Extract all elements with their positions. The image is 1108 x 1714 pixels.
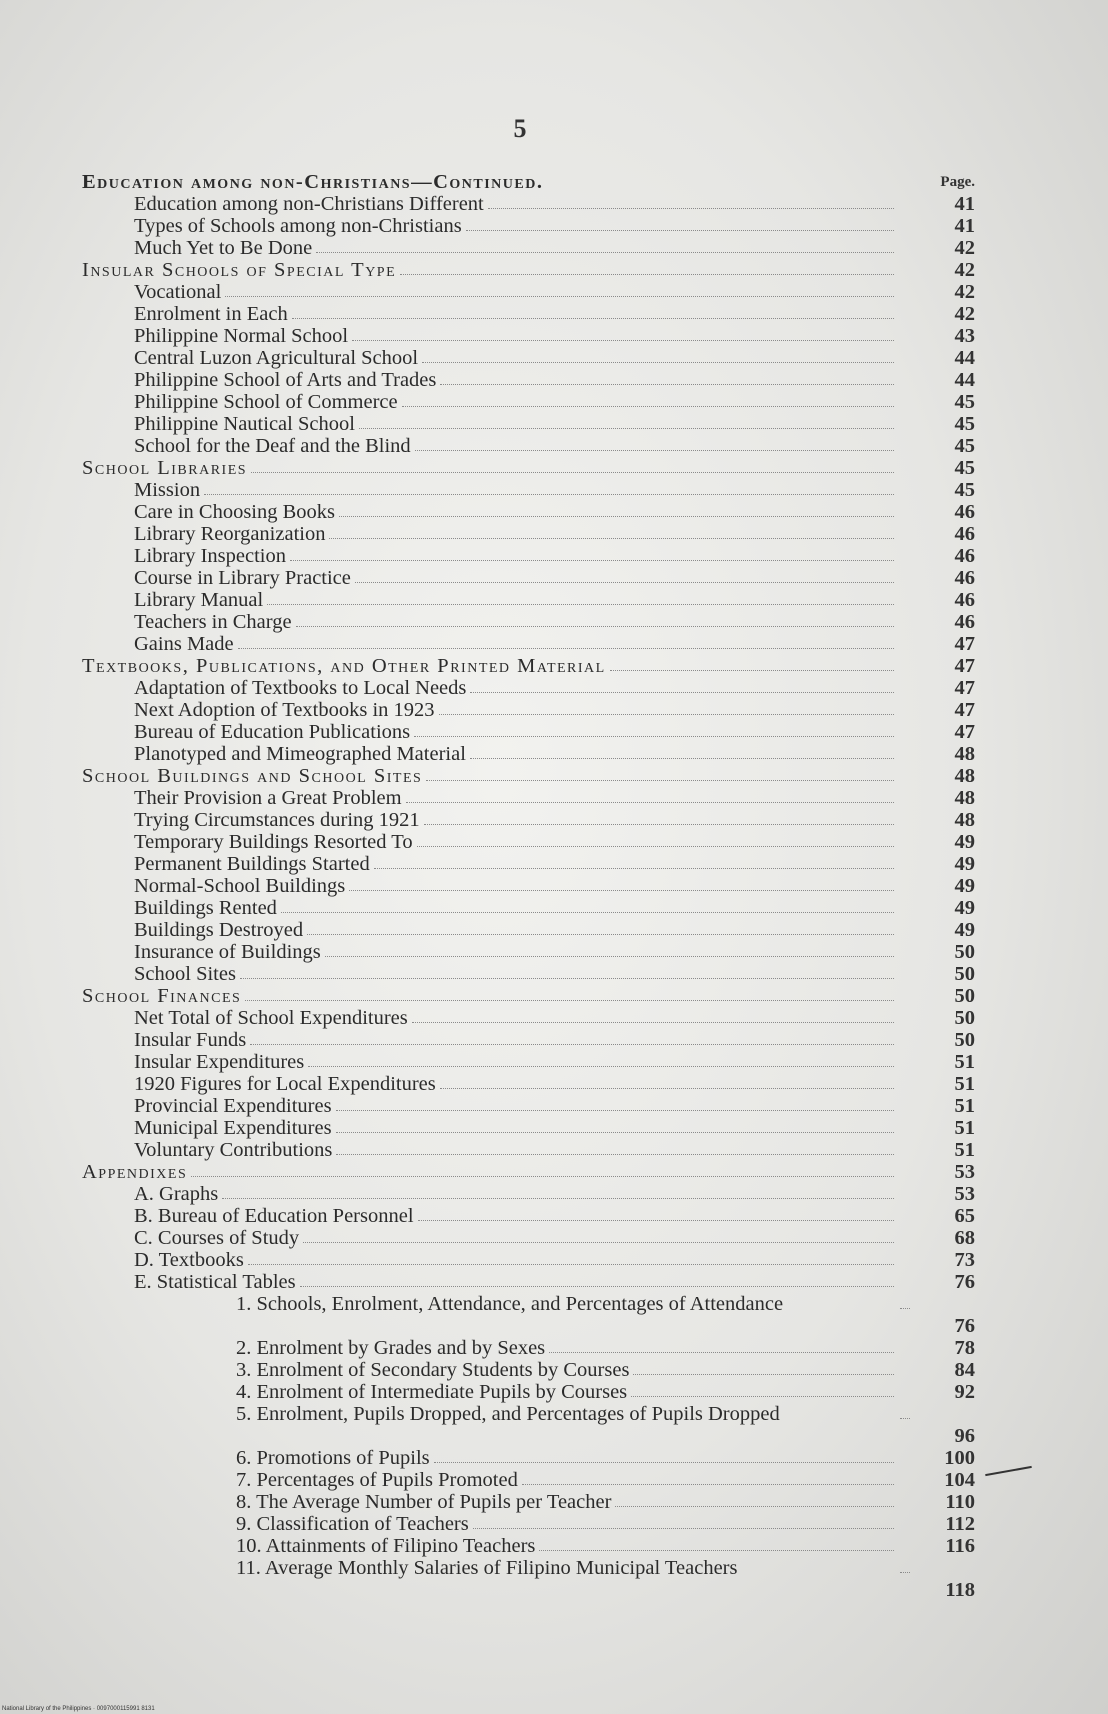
- toc-entry-title: Teachers in Charge: [134, 611, 292, 633]
- toc-entry: [0, 743, 1108, 765]
- toc-entry: [0, 391, 1108, 413]
- leader-dots: [307, 934, 894, 935]
- leader-dots: [339, 516, 894, 517]
- toc-entry-title: Their Provision a Great Problem: [134, 787, 402, 809]
- leader-dots: [422, 362, 894, 363]
- toc-entry: [0, 831, 1108, 853]
- toc-entry-title: Temporary Buildings Resorted To: [134, 831, 413, 853]
- leader-dots: [336, 1132, 894, 1133]
- toc-page-number: 118: [945, 1579, 975, 1601]
- toc-page-number: 44: [954, 347, 975, 369]
- leader-dots: [417, 846, 894, 847]
- toc-entry-title: School for the Deaf and the Blind: [134, 435, 411, 457]
- toc-entry: [0, 1139, 1108, 1161]
- toc-entry-title: Adaptation of Textbooks to Local Needs: [134, 677, 467, 699]
- toc-entry-title: Insular Schools of Special Type: [82, 259, 397, 281]
- toc-entry-title: 1920 Figures for Local Expenditures: [134, 1073, 436, 1095]
- leader-dots: [418, 1220, 894, 1221]
- toc-page-number: 42: [954, 303, 975, 325]
- toc-entry-title: 5. Enrolment, Pupils Dropped, and Percentages of Pupils Dropped: [236, 1403, 780, 1425]
- leader-dots: [549, 1352, 894, 1353]
- toc-entry-title: Normal-School Buildings: [134, 875, 346, 897]
- leader-dots: [300, 1286, 894, 1287]
- toc-page-number: 116: [945, 1535, 975, 1557]
- toc-section-heading: [0, 259, 1108, 281]
- toc-entry: [0, 1447, 1108, 1469]
- toc-entry: [0, 721, 1108, 743]
- toc-entry: [0, 699, 1108, 721]
- toc-entry-title: 7. Percentages of Pupils Promoted: [236, 1469, 518, 1491]
- toc-entry-title: Buildings Rented: [134, 897, 277, 919]
- leader-dots: [522, 1484, 894, 1485]
- toc-page-number: 47: [954, 655, 975, 677]
- toc-page-number: 49: [954, 875, 975, 897]
- toc-entry: [0, 413, 1108, 435]
- toc-page-number: 49: [954, 919, 975, 941]
- toc-entry: [0, 523, 1108, 545]
- toc-entry: [0, 1271, 1108, 1293]
- toc-page-number: 46: [954, 567, 975, 589]
- toc-entry-title: Textbooks, Publications, and Other Printed Material: [82, 655, 606, 677]
- toc-page-number: 50: [954, 963, 975, 985]
- toc-page-number: 49: [954, 853, 975, 875]
- toc-entry-title: D. Textbooks: [134, 1249, 244, 1271]
- leader-dots: [316, 252, 894, 253]
- toc-entry-title: Care in Choosing Books: [134, 501, 336, 523]
- toc-entry-title: Mission: [134, 479, 201, 501]
- leader-dots: [488, 208, 894, 209]
- leader-dots: [352, 340, 894, 341]
- toc-entry-title: 3. Enrolment of Secondary Students by Courses: [236, 1359, 630, 1381]
- leader-dots: [191, 1176, 894, 1177]
- leader-dots: [296, 626, 894, 627]
- leader-dots: [434, 1462, 894, 1463]
- leader-dots: [222, 1198, 894, 1199]
- toc-page-number: 45: [954, 391, 975, 413]
- toc-page-number: 46: [954, 501, 975, 523]
- toc-page-number: 47: [954, 699, 975, 721]
- leader-dots: [412, 1022, 894, 1023]
- toc-page-number: 51: [954, 1095, 975, 1117]
- leader-dots: [426, 780, 894, 781]
- toc-entry-title: Voluntary Contributions: [134, 1139, 333, 1161]
- leader-dots: [900, 1418, 910, 1419]
- toc-entry: [0, 1073, 1108, 1095]
- toc-entry-title: 9. Classification of Teachers: [236, 1513, 469, 1535]
- toc-entry: [0, 215, 1108, 237]
- toc-entry-title: Provincial Expenditures: [134, 1095, 332, 1117]
- toc-entry: [0, 1095, 1108, 1117]
- toc-page-number: 53: [954, 1183, 975, 1205]
- leader-dots: [349, 890, 894, 891]
- leader-dots: [633, 1374, 894, 1375]
- leader-dots: [439, 714, 894, 715]
- scan-footer: National Library of the Philippines · 0097000115991 8131: [2, 1706, 155, 1712]
- leader-dots: [615, 1506, 894, 1507]
- toc-entry-title: Education among non-Christians—Continued.: [82, 171, 544, 193]
- toc-entry: [0, 1359, 1108, 1381]
- toc-page-number: 73: [954, 1249, 975, 1271]
- toc-page-number: 50: [954, 941, 975, 963]
- toc-entry: [0, 787, 1108, 809]
- toc-entry: [0, 1491, 1108, 1513]
- toc-page-number: 42: [954, 281, 975, 303]
- toc-entry-title: Permanent Buildings Started: [134, 853, 370, 875]
- toc-entry-title: Library Reorganization: [134, 523, 326, 545]
- leader-dots: [281, 912, 894, 913]
- toc-entry-title: School Buildings and School Sites: [82, 765, 423, 787]
- toc-entry: [0, 1029, 1108, 1051]
- leader-dots: [466, 230, 894, 231]
- toc-page-number: 45: [954, 479, 975, 501]
- toc-entry: [0, 1513, 1108, 1535]
- toc-page-number: 50: [954, 1029, 975, 1051]
- toc-page-number: 45: [954, 457, 975, 479]
- toc-entry-title: 6. Promotions of Pupils: [236, 1447, 430, 1469]
- toc-entry-title: Insular Expenditures: [134, 1051, 305, 1073]
- toc-page-number: 42: [954, 237, 975, 259]
- leader-dots: [470, 758, 894, 759]
- toc-entry: [0, 1183, 1108, 1205]
- leader-dots: [610, 670, 894, 671]
- toc-entry-title: Bureau of Education Publications: [134, 721, 411, 743]
- leader-dots: [440, 1088, 894, 1089]
- toc-section-heading: [0, 655, 1108, 677]
- toc-entry-title: Much Yet to Be Done: [134, 237, 313, 259]
- toc-page-number: 45: [954, 413, 975, 435]
- toc-entry: [0, 1403, 1108, 1447]
- toc-entry: [0, 435, 1108, 457]
- toc-entry-title: 8. The Average Number of Pupils per Teacher: [236, 1491, 612, 1513]
- toc-page-number: 42: [954, 259, 975, 281]
- toc-entry: [0, 567, 1108, 589]
- toc-entry-title: Types of Schools among non-Christians: [134, 215, 462, 237]
- toc-entry-title: Buildings Destroyed: [134, 919, 304, 941]
- toc-entry-title: Library Manual: [134, 589, 264, 611]
- leader-dots: [329, 538, 894, 539]
- leader-dots: [402, 406, 894, 407]
- leader-dots: [415, 450, 894, 451]
- toc-entry-title: Central Luzon Agricultural School: [134, 347, 419, 369]
- toc-page-number: 53: [954, 1161, 975, 1183]
- toc-page-number: 44: [954, 369, 975, 391]
- toc-page-number: 46: [954, 611, 975, 633]
- toc-page-number: 110: [945, 1491, 975, 1513]
- leader-dots: [424, 824, 894, 825]
- toc-page-number: 41: [954, 215, 975, 237]
- toc-entry: [0, 1293, 1108, 1337]
- toc-entry: [0, 809, 1108, 831]
- leader-dots: [359, 428, 894, 429]
- toc-page-number: 48: [954, 743, 975, 765]
- leader-dots: [267, 604, 894, 605]
- toc-entry-title: Next Adoption of Textbooks in 1923: [134, 699, 435, 721]
- leader-dots: [400, 274, 894, 275]
- toc-entry: [0, 875, 1108, 897]
- toc-page-number: 51: [954, 1051, 975, 1073]
- toc-section-heading: [0, 985, 1108, 1007]
- toc-page-number: 65: [954, 1205, 975, 1227]
- leader-dots: [900, 1308, 910, 1309]
- toc-entry-title: A. Graphs: [134, 1183, 219, 1205]
- leader-dots: [440, 384, 894, 385]
- toc-page-number: 49: [954, 897, 975, 919]
- toc-entry: [0, 1007, 1108, 1029]
- toc-entry-title: Enrolment in Each: [134, 303, 288, 325]
- leader-dots: [292, 318, 894, 319]
- page-column-label: Page.: [940, 174, 975, 190]
- toc-entry-title: E. Statistical Tables: [134, 1271, 296, 1293]
- toc-entry-title: Philippine School of Arts and Trades: [134, 369, 437, 391]
- toc-entry-title: Philippine School of Commerce: [134, 391, 398, 413]
- toc-page-number: 104: [944, 1469, 975, 1491]
- toc-page-number: 84: [954, 1359, 975, 1381]
- toc-entry-title: Appendixes: [82, 1161, 188, 1183]
- toc-entry: [0, 281, 1108, 303]
- toc-entry: [0, 1381, 1108, 1403]
- toc-entry-title: Vocational: [134, 281, 222, 303]
- toc-entry: [0, 611, 1108, 633]
- toc-page-number: 51: [954, 1139, 975, 1161]
- toc-entry-title: 10. Attainments of Filipino Teachers: [236, 1535, 536, 1557]
- toc-page-number: 112: [945, 1513, 975, 1535]
- toc-entry: [0, 479, 1108, 501]
- leader-dots: [204, 494, 894, 495]
- leader-dots: [325, 956, 894, 957]
- toc-entry: [0, 1205, 1108, 1227]
- toc-section-heading: [0, 171, 1108, 193]
- leader-dots: [336, 1154, 894, 1155]
- toc-entry-title: Library Inspection: [134, 545, 286, 567]
- toc-entry-title: 11. Average Monthly Salaries of Filipino Municipal Teachers: [236, 1557, 738, 1579]
- toc-page-number: 92: [954, 1381, 975, 1403]
- toc-page-number: 47: [954, 721, 975, 743]
- toc-page-number: 47: [954, 633, 975, 655]
- toc-entry-title: 1. Schools, Enrolment, Attendance, and Percentages of Attendance: [236, 1293, 784, 1315]
- toc-page-number: 76: [954, 1271, 975, 1293]
- toc-entry-title: Trying Circumstances during 1921: [134, 809, 420, 831]
- leader-dots: [631, 1396, 894, 1397]
- leader-dots: [251, 472, 894, 473]
- toc-entry-title: Municipal Expenditures: [134, 1117, 332, 1139]
- toc-entry: [0, 545, 1108, 567]
- toc-entry-title: B. Bureau of Education Personnel: [134, 1205, 414, 1227]
- toc-entry: [0, 1535, 1108, 1557]
- toc-section-heading: [0, 765, 1108, 787]
- toc-entry: [0, 303, 1108, 325]
- toc-entry-title: Course in Library Practice: [134, 567, 351, 589]
- toc-entry: [0, 963, 1108, 985]
- toc-entry-title: 2. Enrolment by Grades and by Sexes: [236, 1337, 546, 1359]
- leader-dots: [414, 736, 894, 737]
- toc-page-number: 68: [954, 1227, 975, 1249]
- toc-entry-title: Net Total of School Expenditures: [134, 1007, 408, 1029]
- leader-dots: [303, 1242, 894, 1243]
- toc-entry-title: Philippine Normal School: [134, 325, 349, 347]
- page-number: 5: [513, 114, 527, 143]
- toc-entry: [0, 1051, 1108, 1073]
- toc-entry: [0, 1117, 1108, 1139]
- toc-page-number: 43: [954, 325, 975, 347]
- leader-dots: [900, 1572, 910, 1573]
- toc-page-number: 51: [954, 1073, 975, 1095]
- toc-entry: [0, 501, 1108, 523]
- toc-page-number: 51: [954, 1117, 975, 1139]
- toc-page-number: 48: [954, 809, 975, 831]
- leader-dots: [250, 1044, 894, 1045]
- leader-dots: [473, 1528, 894, 1529]
- toc-entry: [0, 941, 1108, 963]
- leader-dots: [290, 560, 894, 561]
- toc-page-number: 96: [954, 1425, 975, 1447]
- toc-entry-title: School Sites: [134, 963, 236, 985]
- leader-dots: [539, 1550, 894, 1551]
- toc-entry-title: Gains Made: [134, 633, 234, 655]
- toc-entry: [0, 237, 1108, 259]
- toc-page-number: 47: [954, 677, 975, 699]
- toc-entry: [0, 347, 1108, 369]
- toc-entry-title: School Finances: [82, 985, 242, 1007]
- toc-entry: [0, 853, 1108, 875]
- leader-dots: [470, 692, 894, 693]
- toc-entry: [0, 633, 1108, 655]
- leader-dots: [374, 868, 894, 869]
- toc-page-number: 49: [954, 831, 975, 853]
- toc-entry: [0, 589, 1108, 611]
- toc-entry-title: School Libraries: [82, 457, 248, 479]
- leader-dots: [308, 1066, 894, 1067]
- toc-entry: [0, 1469, 1108, 1491]
- toc-page-number: 45: [954, 435, 975, 457]
- toc-entry: [0, 1249, 1108, 1271]
- toc-page-number: 48: [954, 787, 975, 809]
- toc-entry: [0, 1227, 1108, 1249]
- toc-entry-title: Planotyped and Mimeographed Material: [134, 743, 466, 765]
- toc-entry: [0, 677, 1108, 699]
- toc-page-number: 48: [954, 765, 975, 787]
- leader-dots: [240, 978, 894, 979]
- toc-page-number: 50: [954, 1007, 975, 1029]
- toc-page-number: 46: [954, 589, 975, 611]
- leader-dots: [248, 1264, 894, 1265]
- toc-entry-title: 4. Enrolment of Intermediate Pupils by Courses: [236, 1381, 628, 1403]
- toc-entry-title: C. Courses of Study: [134, 1227, 300, 1249]
- toc-entry: [0, 1557, 1108, 1601]
- toc-page-number: 50: [954, 985, 975, 1007]
- toc-entry-title: Insurance of Buildings: [134, 941, 321, 963]
- toc-entry-title: Insular Funds: [134, 1029, 247, 1051]
- toc-entry: [0, 919, 1108, 941]
- toc-page-number: 78: [954, 1337, 975, 1359]
- toc-section-heading: [0, 457, 1108, 479]
- toc-entry: [0, 1337, 1108, 1359]
- toc-page-number: 100: [944, 1447, 975, 1469]
- leader-dots: [355, 582, 894, 583]
- toc-page-number: 46: [954, 523, 975, 545]
- table-of-contents: [0, 171, 1108, 1601]
- toc-entry-title: Education among non-Christians Different: [134, 193, 484, 215]
- toc-entry: [0, 897, 1108, 919]
- toc-section-heading: [0, 1161, 1108, 1183]
- toc-entry: [0, 325, 1108, 347]
- toc-page-number: 41: [954, 193, 975, 215]
- toc-page-number: 46: [954, 545, 975, 567]
- toc-entry: [0, 369, 1108, 391]
- leader-dots: [225, 296, 894, 297]
- leader-dots: [406, 802, 894, 803]
- toc-page-number: 76: [954, 1315, 975, 1337]
- leader-dots: [245, 1000, 894, 1001]
- toc-entry-title: Philippine Nautical School: [134, 413, 355, 435]
- leader-dots: [238, 648, 894, 649]
- leader-dots: [336, 1110, 894, 1111]
- toc-entry: [0, 193, 1108, 215]
